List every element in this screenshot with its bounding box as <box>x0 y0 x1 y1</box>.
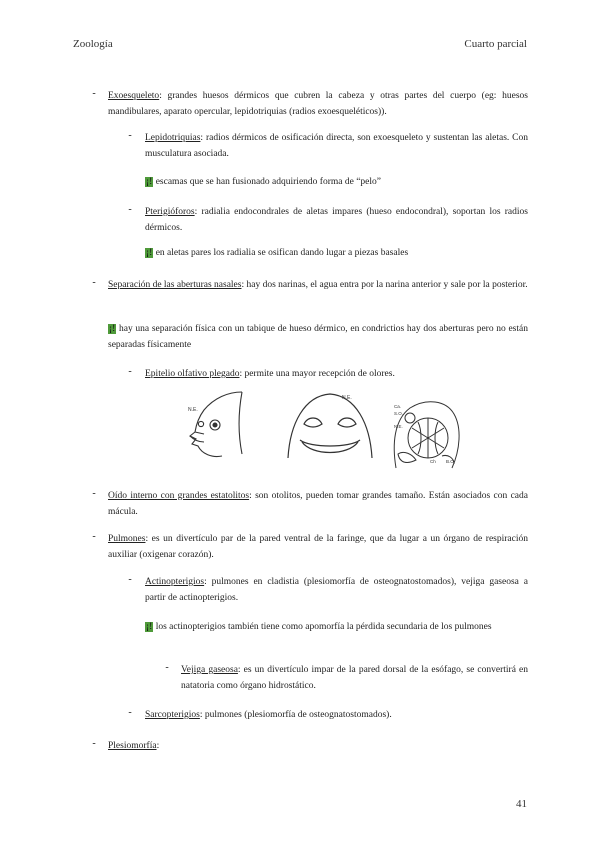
bullet-dash: - <box>92 88 96 99</box>
definition: : radios dérmicos de osificación directa, son exoesqueleto y sustentan las aletas. Con musculatura asociada. <box>145 133 528 159</box>
olfactory-figure <box>180 384 470 470</box>
definition: : hay dos narinas, el agua entra por la narina anterior y sale por la posterior. <box>241 280 528 290</box>
item-epitelio-olfativo <box>145 366 528 382</box>
note-aletas-pares <box>145 245 528 261</box>
definition: : es un divertículo par de la pared ventral de la faringe, que da lugar a un órgano de respiración auxiliar (oxigenar corazón). <box>108 534 528 560</box>
item-lepidotriquias <box>145 130 528 162</box>
item-vejiga-gaseosa <box>181 662 528 694</box>
label-ne: N.E. <box>394 424 403 429</box>
label-ca: Ca. <box>394 404 402 409</box>
note-text: escamas que se han fusionado adquiriendo forma de “pelo” <box>153 177 381 187</box>
item-sarcopterigios <box>145 707 528 723</box>
term: Sarcopterigios <box>145 710 200 720</box>
note-tabique <box>108 321 528 353</box>
shark-head-ventral-sketch <box>288 394 372 458</box>
highlight-mark: ¡! <box>146 622 153 632</box>
definition: : es un divertículo impar de la pared dorsal de la esófago, se convertirá en natatoria como órgano hidrostático. <box>181 665 528 691</box>
term: Pulmones <box>108 534 146 544</box>
item-actinopterigios <box>145 574 528 606</box>
highlight-mark: ¡! <box>146 248 153 258</box>
item-pterigioforos <box>145 204 528 236</box>
header-subject: Zoología <box>73 38 113 50</box>
bullet-dash: - <box>128 204 132 215</box>
label-so: S.O. <box>394 411 404 416</box>
highlight-mark: ¡! <box>109 324 116 334</box>
definition: : pulmones en cladistia (plesiomorfía de osteognatostomados), vejiga gaseosa a partir de actinopterigios. <box>145 577 528 603</box>
item-exoesqueleto <box>108 88 528 120</box>
term: Plesiomorfía <box>108 741 157 751</box>
term: Lepidotriquias <box>145 133 201 143</box>
item-pulmones <box>108 531 528 563</box>
bullet-dash: - <box>128 130 132 141</box>
item-aberturas-nasales <box>108 277 528 293</box>
term: Oído interno con grandes estatolitos <box>108 491 250 501</box>
fish-head-side-sketch <box>190 392 242 457</box>
page-number: 41 <box>516 798 527 810</box>
definition: : radialia endocondrales de aletas impares (hueso endocondral), soportan los radios dérmicos. <box>145 207 528 233</box>
bullet-dash: - <box>92 277 96 288</box>
term: Vejiga gaseosa <box>181 665 238 675</box>
bullet-dash: - <box>128 366 132 377</box>
bullet-dash: - <box>92 738 96 749</box>
definition: : son otolitos, pueden tomar grandes tamaño. Están asociados con cada mácula. <box>108 491 528 517</box>
term: Separación de las aberturas nasales <box>108 280 242 290</box>
label-bo: B.O. <box>446 459 456 464</box>
fish-label-ne: N.E. <box>188 407 198 413</box>
bullet-dash: - <box>128 574 132 585</box>
definition: : grandes huesos dérmicos que cubren la cabeza y otras partes del cuerpo (eg: huesos mandibulares, aparato opercular, lepidotriquias (radios exoesqueléticos)). <box>108 91 528 117</box>
note-text: los actinopterigios también tiene como apomorfía la pérdida secundaria de los pulmones <box>153 622 492 632</box>
bullet-dash: - <box>92 488 96 499</box>
note-escamas <box>145 174 528 190</box>
bullet-dash: - <box>92 531 96 542</box>
term: Exoesqueleto <box>108 91 160 101</box>
item-oido-interno <box>108 488 528 520</box>
term: Pterigióforos <box>145 207 195 217</box>
definition: : permite una mayor recepción de olores. <box>239 369 395 379</box>
header-section: Cuarto parcial <box>464 38 527 50</box>
term: Epitelio olfativo plegado <box>145 369 240 379</box>
note-apomorfia <box>145 619 528 635</box>
definition: : pulmones (plesiomorfía de osteognatostomados). <box>199 710 392 720</box>
note-text: hay una separación física con un tabique de hueso dérmico, en condrictios hay dos aberturas pero no están separadas físicamente <box>108 324 528 350</box>
head-label-ne: N.E. <box>342 395 352 401</box>
note-text: en aletas pares los radialia se osifican dando lugar a piezas basales <box>153 248 409 258</box>
term: Actinopterigios <box>145 577 205 587</box>
item-plesiomorfia <box>108 738 528 754</box>
bullet-dash: - <box>165 662 169 673</box>
highlight-mark: ¡! <box>146 177 153 187</box>
definition: : <box>156 741 160 751</box>
bullet-dash: - <box>128 707 132 718</box>
label-ch: Ch <box>430 459 436 464</box>
